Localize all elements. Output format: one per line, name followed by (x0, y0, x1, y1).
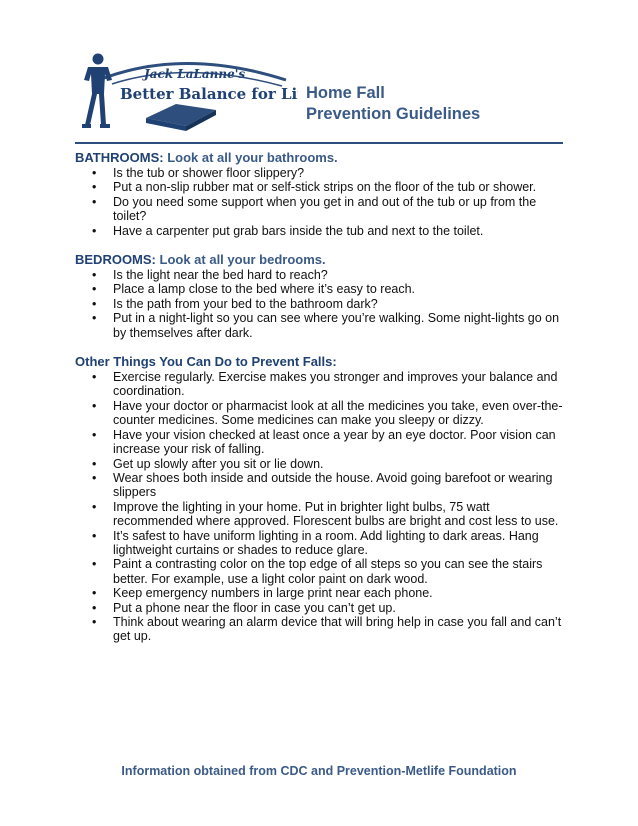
list-item (92, 268, 565, 283)
bullet: • (92, 370, 97, 385)
item-text: Have a carpenter put grab bars inside the tub and next to the toilet. (113, 223, 484, 238)
bullet: • (92, 311, 97, 326)
brand-line1: Jack LaLanne's (144, 67, 246, 81)
list-item (92, 614, 565, 644)
item-text: Do you need some support when you get in and out of the tub or up from the toilet? (113, 194, 537, 224)
item-text: Wear shoes both inside and outside the house. Avoid going barefoot or wearing slippers (113, 470, 553, 500)
section-subtitle: Look at all your bathrooms. (163, 150, 338, 165)
bathroom-list (75, 166, 565, 238)
bullet: • (92, 223, 97, 238)
bullet: • (92, 427, 97, 442)
section-lead: Other Things You Can Do to Prevent Falls: (75, 354, 337, 370)
item-text: Keep emergency numbers in large print near each phone. (113, 586, 433, 601)
bullet: • (92, 194, 97, 209)
item-text: It’s safest to have uniform lighting in a room. Add lighting to dark areas. Hang lightweight curtains or shades to reduce glare. (113, 528, 539, 557)
item-text: Get up slowly after you sit or lie down. (113, 456, 324, 471)
list-item (92, 528, 565, 558)
list-item (92, 370, 565, 399)
bullet: • (92, 296, 97, 311)
list-item (92, 166, 565, 180)
item-text: Have your doctor or pharmacist look at all the medicines you take, even over-the-counter medicines. Some medicines can make you sleepy or dizzy. (113, 398, 563, 428)
guidelines-content (75, 150, 565, 658)
list-item (92, 311, 565, 340)
item-text: Have your vision checked at least once a year by an eye doctor. Poor vision can increase your risk of falling. (113, 427, 556, 457)
list-item (92, 398, 565, 428)
list-item (92, 499, 565, 529)
list-item (92, 282, 565, 297)
section-bathrooms (75, 150, 565, 238)
brand-line2: Better Balance for Life (120, 85, 298, 103)
list-item (92, 427, 565, 457)
section-lead: BEDROOMS: (75, 252, 156, 268)
bullet: • (92, 528, 97, 543)
section-bedrooms (75, 252, 565, 340)
brand-logo (76, 50, 298, 136)
list-item (92, 180, 565, 195)
item-text: Is the light near the bed hard to reach? (113, 268, 328, 283)
bullet: • (92, 614, 97, 629)
item-text: Exercise regularly. Exercise makes you stronger and improves your balance and coordination. (113, 370, 558, 399)
header-divider (75, 142, 563, 144)
list-item (92, 557, 565, 586)
other-list (75, 370, 565, 644)
bullet: • (92, 557, 97, 572)
item-text: Place a lamp close to the bed where it’s easy to reach. (113, 282, 416, 297)
section-heading (75, 354, 565, 369)
bullet: • (92, 282, 97, 297)
section-heading (75, 150, 565, 165)
list-item (92, 586, 565, 601)
item-text: Put in a night-light so you can see where you’re walking. Some night-lights go on by themselves after dark. (113, 311, 560, 340)
item-text: Put a non-slip rubber mat or self-stick strips on the floor of the tub or shower. (113, 180, 537, 195)
list-item (92, 296, 565, 311)
section-lead: BATHROOMS: (75, 150, 164, 165)
item-text: Paint a contrasting color on the top edge of all steps so you can see the stairs better. For example, use a light color paint on dark wood. (113, 557, 543, 586)
bullet: • (92, 456, 97, 471)
list-item (92, 194, 565, 224)
bullet: • (92, 499, 97, 514)
list-item (92, 600, 565, 615)
item-text: Put a phone near the floor in case you can’t get up. (113, 600, 396, 615)
section-other (75, 354, 565, 644)
section-subtitle: Look at all your bedrooms. (155, 252, 326, 268)
list-item (92, 470, 565, 500)
item-text: Improve the lighting in your home. Put in brighter light bulbs, 75 watt recommended where approved. Florescent bulbs are bright and cost less to use. (113, 499, 559, 529)
item-text: Think about wearing an alarm device that will bring help in case you fall and can’t get up. (113, 614, 562, 644)
list-item (92, 223, 565, 238)
source-footer: Information obtained from CDC and Prevention-Metlife Foundation (121, 764, 517, 778)
bullet: • (92, 600, 97, 615)
bullet: • (92, 398, 97, 413)
bullet: • (92, 180, 97, 195)
bullet: • (92, 470, 97, 485)
bedroom-list (75, 268, 565, 340)
list-item (92, 456, 565, 471)
man-and-balance-board-logo (76, 50, 298, 136)
bullet: • (92, 166, 97, 180)
item-text: Is the tub or shower floor slippery? (113, 166, 305, 180)
page-title (306, 83, 480, 125)
title-line1: Home Fall (306, 84, 385, 102)
title-line2: Prevention Guidelines (306, 105, 481, 123)
bullet: • (92, 586, 97, 601)
section-heading (75, 252, 565, 267)
bullet: • (92, 268, 97, 283)
item-text: Is the path from your bed to the bathroom dark? (113, 296, 378, 311)
